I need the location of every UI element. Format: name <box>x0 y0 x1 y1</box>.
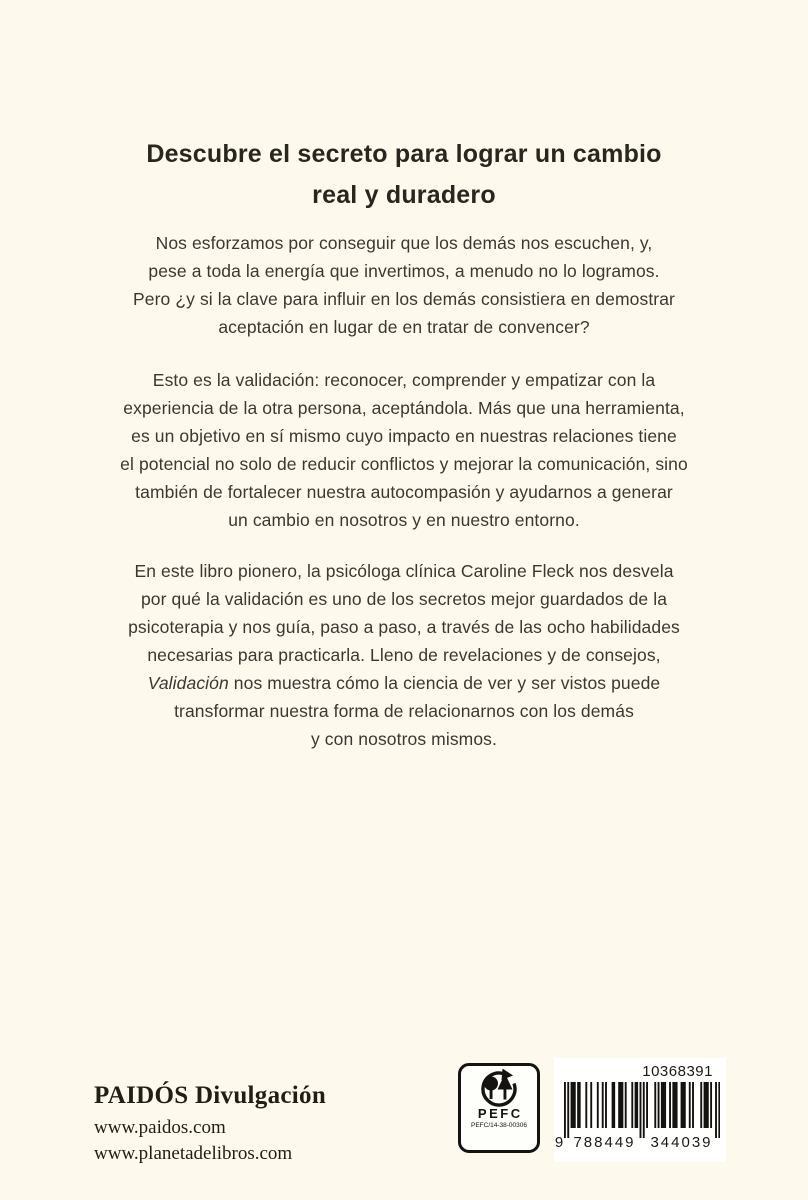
book-title-italic: Validación <box>147 673 229 693</box>
imprint-url-paidos: www.paidos.com <box>94 1117 226 1138</box>
definition-line: experiencia de la otra persona, aceptándola. Más que una herramienta, <box>123 398 685 418</box>
about-line: En este libro pionero, la psicóloga clínica Caroline Fleck nos desvela <box>134 561 674 581</box>
about-line: psicoterapia y nos guía, paso a paso, a través de las ocho habilidades <box>128 617 680 637</box>
about-line: transformar nuestra forma de relacionarnos con los demás <box>174 701 634 721</box>
about-paragraph <box>0 557 808 753</box>
imprint-url-planetadelibros: www.planetadelibros.com <box>94 1143 293 1164</box>
pefc-trees-icon <box>472 1069 526 1107</box>
headline <box>0 134 808 216</box>
headline-line-2: real y duradero <box>312 181 496 209</box>
definition-line: también de fortalecer nuestra autocompasión y ayudarnos a generar <box>135 482 673 502</box>
ean-digits-group-2: 344039 <box>650 1134 713 1151</box>
intro-line: Nos esforzamos por conseguir que los demás nos escuchen, y, <box>155 233 653 253</box>
about-line-rest: nos muestra cómo la ciencia de ver y ser vistos puede <box>228 673 661 693</box>
intro-line: Pero ¿y si la clave para influir en los demás consistiera en demostrar <box>133 289 675 309</box>
definition-line: el potencial no solo de reducir conflictos y mejorar la comunicación, sino <box>120 454 688 474</box>
pefc-certification-code: PEFC/14-38-00306 <box>470 1122 527 1129</box>
about-line: por qué la validación es uno de los secretos mejor guardados de la <box>140 589 668 609</box>
intro-line: aceptación en lugar de en tratar de convencer? <box>218 317 590 337</box>
about-line-with-book-title <box>0 669 808 697</box>
definition-line: es un objetivo en sí mismo cuyo impacto en nuestras relaciones tiene <box>131 426 677 446</box>
ean-digits-group-1: 788449 <box>573 1134 636 1151</box>
barcode-top-number: 10368391 <box>642 1063 713 1080</box>
headline-line-1: Descubre el secreto para lograr un cambio <box>146 140 662 168</box>
barcode-panel <box>554 1058 726 1162</box>
intro-paragraph <box>0 229 808 341</box>
definition-line: un cambio en nosotros y en nuestro entorno. <box>228 510 580 530</box>
about-line: necesarias para practicarla. Lleno de revelaciones y de consejos, <box>147 645 661 665</box>
definition-paragraph <box>0 366 808 534</box>
imprint-block <box>94 1082 326 1167</box>
pefc-wordmark: PEFC <box>477 1106 523 1121</box>
imprint-urls <box>94 1115 326 1167</box>
about-line: y con nosotros mismos. <box>310 729 497 749</box>
ean-barcode-icon <box>564 1082 720 1138</box>
intro-line: pese a toda la energía que invertimos, a menudo no lo logramos. <box>148 261 660 281</box>
imprint-name: PAIDÓS Divulgación <box>94 1082 327 1109</box>
ean-prefix-digit: 9 <box>554 1134 564 1151</box>
definition-line: Esto es la validación: reconocer, comprender y empatizar con la <box>152 370 656 390</box>
pefc-logo <box>458 1063 540 1153</box>
